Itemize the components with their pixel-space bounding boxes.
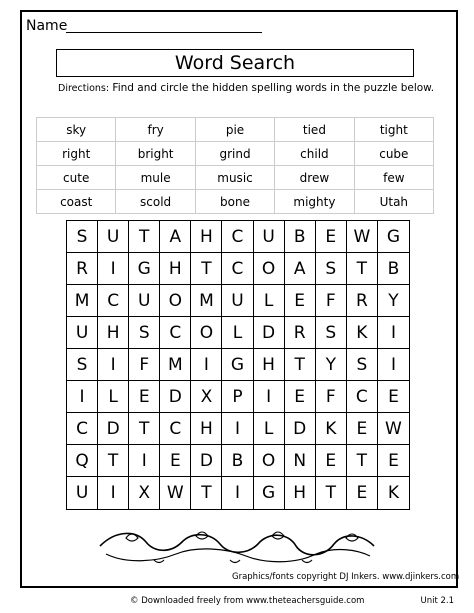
- puzzle-cell[interactable]: U: [222, 285, 253, 317]
- puzzle-cell[interactable]: T: [129, 221, 160, 253]
- puzzle-cell[interactable]: E: [160, 445, 191, 477]
- puzzle-cell[interactable]: C: [222, 221, 253, 253]
- puzzle-cell[interactable]: D: [98, 413, 129, 445]
- puzzle-cell[interactable]: U: [67, 317, 98, 349]
- word-list-row: [36, 117, 434, 142]
- puzzle-cell[interactable]: C: [222, 253, 253, 285]
- puzzle-cell[interactable]: Y: [316, 349, 347, 381]
- word-list: [36, 117, 434, 209]
- word-list-item: cute: [36, 166, 116, 189]
- puzzle-cell[interactable]: R: [347, 285, 378, 317]
- puzzle-cell[interactable]: C: [67, 413, 98, 445]
- puzzle-cell[interactable]: O: [254, 253, 285, 285]
- puzzle-cell[interactable]: O: [191, 317, 222, 349]
- name-line: [66, 32, 262, 33]
- puzzle-cell[interactable]: E: [347, 413, 378, 445]
- puzzle-cell[interactable]: I: [98, 349, 129, 381]
- puzzle-cell[interactable]: P: [222, 381, 253, 413]
- puzzle-cell[interactable]: C: [347, 381, 378, 413]
- puzzle-cell[interactable]: H: [285, 477, 316, 509]
- puzzle-cell[interactable]: W: [160, 477, 191, 509]
- puzzle-cell[interactable]: I: [129, 445, 160, 477]
- puzzle-cell[interactable]: K: [316, 413, 347, 445]
- puzzle-cell[interactable]: S: [67, 221, 98, 253]
- puzzle-cell[interactable]: T: [98, 445, 129, 477]
- word-list-row: [36, 190, 434, 214]
- puzzle-cell[interactable]: S: [67, 349, 98, 381]
- puzzle-cell[interactable]: A: [285, 253, 316, 285]
- puzzle-cell[interactable]: F: [129, 349, 160, 381]
- puzzle-cell[interactable]: U: [98, 221, 129, 253]
- word-list-item: Utah: [355, 190, 434, 213]
- word-list-item: sky: [36, 118, 116, 141]
- puzzle-cell[interactable]: T: [347, 445, 378, 477]
- puzzle-cell[interactable]: W: [378, 413, 409, 445]
- puzzle-cell[interactable]: W: [347, 221, 378, 253]
- word-list-item: child: [275, 142, 354, 165]
- word-list-item: mule: [116, 166, 195, 189]
- puzzle-cell[interactable]: D: [160, 381, 191, 413]
- puzzle-cell[interactable]: D: [254, 317, 285, 349]
- puzzle-cell[interactable]: Y: [378, 285, 409, 317]
- word-list-row: [36, 142, 434, 166]
- directions: [58, 82, 434, 94]
- puzzle-cell[interactable]: M: [160, 349, 191, 381]
- puzzle-cell[interactable]: I: [378, 317, 409, 349]
- word-list-item: fry: [116, 118, 195, 141]
- puzzle-cell[interactable]: E: [347, 477, 378, 509]
- puzzle-cell[interactable]: U: [254, 221, 285, 253]
- puzzle-cell[interactable]: E: [285, 381, 316, 413]
- puzzle-cell[interactable]: F: [316, 381, 347, 413]
- puzzle-cell[interactable]: I: [98, 253, 129, 285]
- puzzle-cell[interactable]: E: [378, 381, 409, 413]
- download-note: © Downloaded freely from www.theteachersguide.com: [130, 596, 365, 606]
- page-title: Word Search: [56, 49, 414, 77]
- puzzle-cell[interactable]: X: [191, 381, 222, 413]
- word-list-item: grind: [196, 142, 275, 165]
- puzzle-cell[interactable]: K: [347, 317, 378, 349]
- directions-text: Find and circle the hidden spelling words in the puzzle below.: [112, 82, 435, 94]
- word-list-item: music: [196, 166, 275, 189]
- puzzle-cell[interactable]: B: [222, 445, 253, 477]
- puzzle-cell[interactable]: G: [222, 349, 253, 381]
- puzzle-cell[interactable]: I: [378, 349, 409, 381]
- word-list-item: few: [355, 166, 434, 189]
- puzzle-cell[interactable]: L: [254, 285, 285, 317]
- puzzle-cell[interactable]: T: [347, 253, 378, 285]
- puzzle-grid: [66, 220, 410, 510]
- puzzle-cell[interactable]: B: [285, 221, 316, 253]
- puzzle-cell[interactable]: F: [316, 285, 347, 317]
- puzzle-cell[interactable]: L: [254, 413, 285, 445]
- puzzle-cell[interactable]: H: [191, 221, 222, 253]
- puzzle-cell[interactable]: Q: [67, 445, 98, 477]
- puzzle-cell[interactable]: E: [285, 285, 316, 317]
- puzzle-cell[interactable]: M: [67, 285, 98, 317]
- puzzle-cell[interactable]: M: [191, 285, 222, 317]
- puzzle-cell[interactable]: T: [285, 349, 316, 381]
- footer: [20, 590, 458, 610]
- puzzle-cell[interactable]: X: [129, 477, 160, 509]
- puzzle-cell[interactable]: I: [98, 477, 129, 509]
- puzzle-cell[interactable]: S: [129, 317, 160, 349]
- puzzle-cell[interactable]: C: [160, 413, 191, 445]
- word-list-item: cube: [355, 142, 434, 165]
- word-list-item: tied: [275, 118, 354, 141]
- puzzle-cell[interactable]: S: [316, 253, 347, 285]
- word-list-row: [36, 166, 434, 190]
- word-list-item: right: [36, 142, 116, 165]
- unit-label: Unit 2.1: [420, 596, 454, 606]
- puzzle-cell[interactable]: E: [316, 221, 347, 253]
- puzzle-cell[interactable]: O: [254, 445, 285, 477]
- word-list-item: bone: [196, 190, 275, 213]
- puzzle-cell[interactable]: E: [316, 445, 347, 477]
- puzzle-cell[interactable]: L: [98, 381, 129, 413]
- puzzle-cell[interactable]: E: [378, 445, 409, 477]
- puzzle-cell[interactable]: C: [98, 285, 129, 317]
- puzzle-cell[interactable]: A: [160, 221, 191, 253]
- puzzle-cell[interactable]: N: [285, 445, 316, 477]
- puzzle-cell[interactable]: U: [129, 285, 160, 317]
- puzzle-cell[interactable]: D: [191, 445, 222, 477]
- puzzle-cell[interactable]: R: [285, 317, 316, 349]
- puzzle-cell[interactable]: D: [285, 413, 316, 445]
- puzzle-cell[interactable]: R: [67, 253, 98, 285]
- puzzle-cell[interactable]: H: [98, 317, 129, 349]
- puzzle-cell[interactable]: S: [347, 349, 378, 381]
- puzzle-cell[interactable]: H: [191, 413, 222, 445]
- word-list-item: scold: [116, 190, 195, 213]
- puzzle-cell[interactable]: I: [222, 413, 253, 445]
- puzzle-cell[interactable]: I: [254, 381, 285, 413]
- decorative-swirl: [96, 524, 378, 566]
- puzzle-cell[interactable]: B: [378, 253, 409, 285]
- puzzle-cell[interactable]: T: [129, 413, 160, 445]
- puzzle-cell[interactable]: G: [129, 253, 160, 285]
- puzzle-cell[interactable]: I: [191, 349, 222, 381]
- puzzle-cell[interactable]: L: [222, 317, 253, 349]
- puzzle-cell[interactable]: I: [222, 477, 253, 509]
- puzzle-cell[interactable]: E: [129, 381, 160, 413]
- puzzle-cell[interactable]: U: [67, 477, 98, 509]
- puzzle-cell[interactable]: T: [316, 477, 347, 509]
- puzzle-cell[interactable]: G: [378, 221, 409, 253]
- puzzle-cell[interactable]: T: [191, 253, 222, 285]
- puzzle-cell[interactable]: S: [316, 317, 347, 349]
- word-list-item: coast: [36, 190, 116, 213]
- name-label: Name: [26, 18, 68, 34]
- puzzle-cell[interactable]: H: [254, 349, 285, 381]
- puzzle-cell[interactable]: I: [67, 381, 98, 413]
- word-list-item: drew: [275, 166, 354, 189]
- word-list-item: mighty: [275, 190, 354, 213]
- word-list-item: tight: [355, 118, 434, 141]
- puzzle-cell[interactable]: C: [160, 317, 191, 349]
- word-list-item: bright: [116, 142, 195, 165]
- copyright-credit: Graphics/fonts copyright DJ Inkers. www.djinkers.com: [232, 572, 460, 582]
- puzzle-cell[interactable]: T: [191, 477, 222, 509]
- directions-label: Directions:: [58, 83, 110, 94]
- puzzle-cell[interactable]: H: [160, 253, 191, 285]
- puzzle-cell[interactable]: K: [387, 483, 400, 503]
- puzzle-cell[interactable]: O: [160, 285, 191, 317]
- word-list-item: pie: [196, 118, 275, 141]
- puzzle-cell[interactable]: G: [254, 477, 285, 509]
